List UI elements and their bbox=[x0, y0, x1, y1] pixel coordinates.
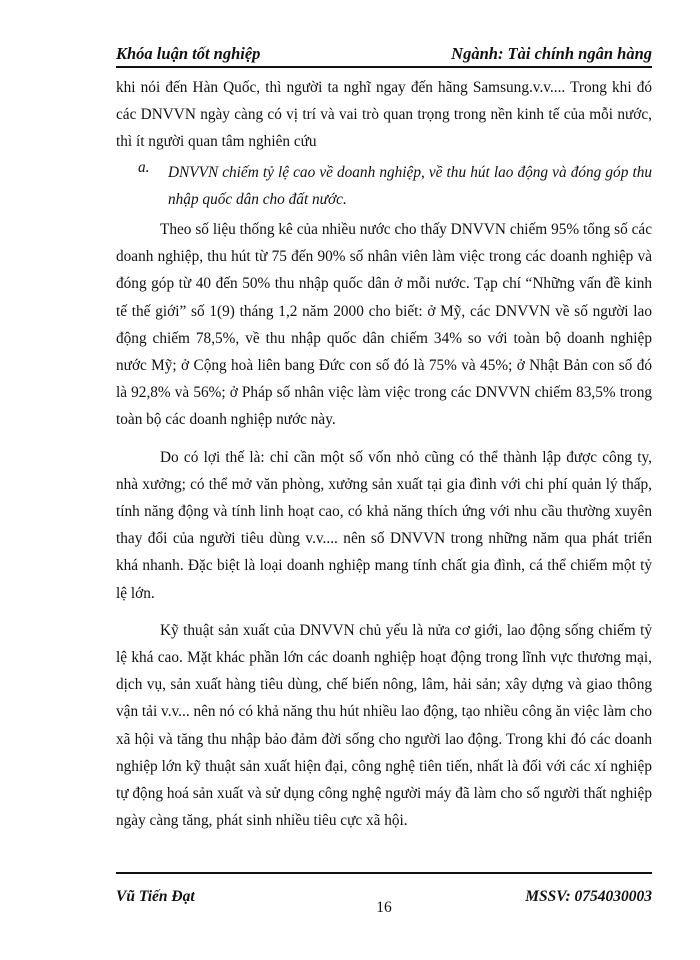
intro-paragraph: khi nói đến Hàn Quốc, thì người ta nghĩ ngay đến hãng Samsung.v.v.... Trong khi đó các DNVVN ngày càng có vị trí và vai trò quan trọng trong nền kinh tế của mỗi nước, thì ít người quan tâm nghiên cứu bbox=[116, 79, 652, 151]
document-body bbox=[116, 74, 652, 834]
paragraph-technology: Kỹ thuật sản xuất của DNVVN chủ yếu là nửa cơ giới, lao động sống chiếm tỷ lệ khá cao. Mặt khác phần lớn các doanh nghiệp hoạt động trong lĩnh vực thương mại, dịch vụ, sản xuất hàng tiêu dùng, chế biến nông, lâm, hải sản; xây dựng và giao thông vận tải v.v... nên nó có khả năng thu hút nhiều lao động, tạo nhiều công ăn việc làm cho xã hội và tăng thu nhập bảo đảm đời sống cho người lao động. Trong khi đó các doanh nghiệp lớn kỹ thuật sản xuất hiện đại, công nghệ tiên tiến, nhất là đối với các xí nghiệp tự động hoá sản xuất và sử dụng công nghệ người máy đã làm cho số người thất nghiệp ngày càng tăng, phát sinh nhiều tiêu cực xã hội. bbox=[116, 621, 652, 830]
paragraph-advantages: Do có lợi thế là: chỉ cần một số vốn nhỏ cũng có thể thành lập được công ty, nhà xưởng; có thể mở văn phòng, xưởng sản xuất tại gia đình với chi phí quản lý thấp, tính năng động và tính linh hoạt cao, có khả năng thích ứng với nhu cầu thường xuyên thay đổi của người tiêu dùng v.v.... nên số DNVVN trong những năm qua phát triển khá nhanh. Đặc biệt là loại doanh nghiệp mang tính chất gia đình, cá thể chiếm một tỷ lệ lớn. bbox=[116, 448, 652, 602]
subheading bbox=[116, 159, 652, 213]
header-major: Ngành: Tài chính ngân hàng bbox=[451, 44, 652, 63]
subheading-marker: a. bbox=[138, 158, 150, 176]
header-thesis-title: Khóa luận tốt nghiệp bbox=[116, 44, 261, 63]
footer-author: Vũ Tiến Đạt bbox=[116, 888, 195, 905]
subheading-text: DNVVN chiếm tỷ lệ cao về doanh nghiệp, về thu hút lao động và đóng góp thu nhập quốc dân cho đất nước. bbox=[168, 163, 652, 208]
page-footer bbox=[116, 872, 652, 914]
footer-student-id: MSSV: 0754030003 bbox=[525, 888, 652, 905]
paragraph-statistics: Theo số liệu thống kê của nhiều nước cho thấy DNVVN chiếm 95% tổng số các doanh nghiệp, thu hút từ 75 đến 90% số nhân viên làm việc trong các doanh nghiệp và đóng góp từ 40 đến 50% thu nhập quốc dân ở mỗi nước. Tạp chí “Những vấn đề kinh tế thế giới” số 1(9) tháng 1,2 năm 2000 cho biết: ở Mỹ, các DNVVN về số người lao động chiếm 78,5%, về thu nhập quốc dân chiếm 34% so với toàn bộ doanh nghiệp nước Mỹ; ở Cộng hoà liên bang Đức con số đó là 75% và 45%; ở Nhật Bản con số đó là 92,8% và 56%; ở Pháp số nhân việc làm việc trong các DNVVN chiếm 83,5% trong toàn bộ các doanh nghiệp nước này. bbox=[116, 221, 652, 429]
page-number: 16 bbox=[376, 899, 392, 916]
page-header bbox=[116, 38, 652, 68]
